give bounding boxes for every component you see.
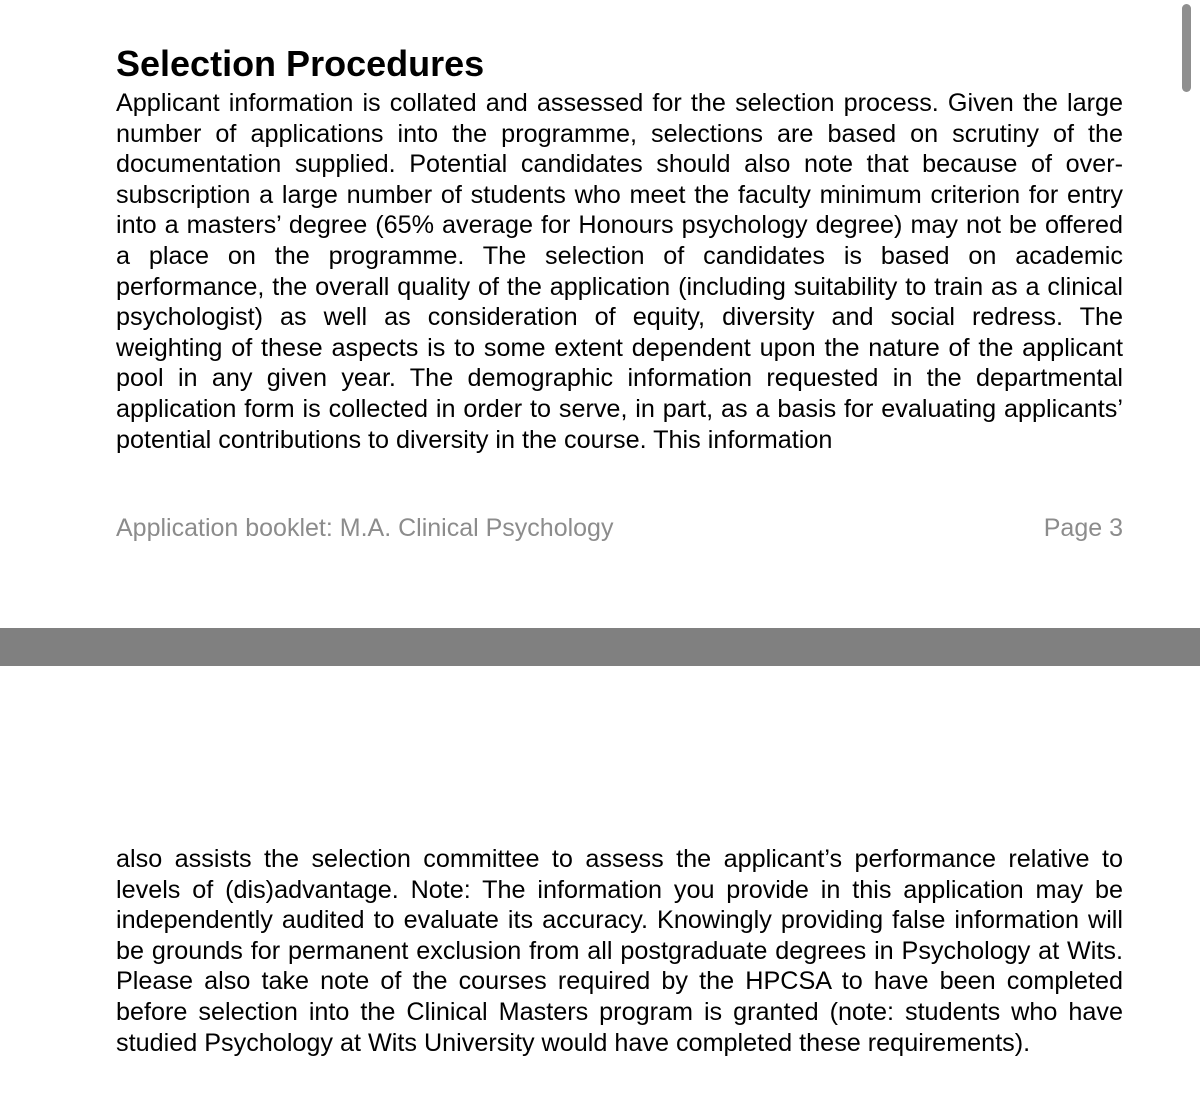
selection-procedures-paragraph: Applicant information is collated and assessed for the selection process. Given the large number of applications into the programme, selections are based on scrutiny of the documentation supplied. Potential candidates should also note that because of over-subscription a large number of students who meet the faculty minimum criterion for entry into a masters’ degree (65% average for Honours psychology degree) may not be offered a place on the programme. The selection of candidates is based on academic performance, the overall quality of the application (including suitability to train as a clinical psychologist) as well as consideration of equity, diversity and social redress. The weighting of these aspects is to some extent dependent upon the nature of the applicant pool in any given year. The demographic information requested in the departmental application form is collected in order to serve, in part, as a basis for evaluating applicants’ potential contributions to diversity in the course. This information xyxy=(116,89,1123,454)
vertical-scrollbar[interactable] xyxy=(1174,0,1200,1103)
scrollbar-thumb[interactable] xyxy=(1182,4,1191,92)
footer-document-title: Application booklet: M.A. Clinical Psychology xyxy=(116,514,614,542)
page-footer xyxy=(116,512,1123,544)
page-separator xyxy=(0,628,1200,666)
section-heading: Selection Procedures xyxy=(116,43,485,84)
document-page-4 xyxy=(0,666,1200,1103)
continued-paragraph: also assists the selection committee to assess the applicant’s performance relative to levels of (dis)advantage. Note: The information you provide in this application may be independently audited to evaluate its accuracy. Knowingly providing false information will be grounds for permanent exclusion from all postgraduate degrees in Psychology at Wits. Please also take note of the courses required by the HPCSA to have been completed before selection into the Clinical Masters program is granted (note: students who have studied Psychology at Wits University would have completed these requirements). xyxy=(116,845,1123,1057)
footer-page-number: Page 3 xyxy=(1043,514,1123,542)
